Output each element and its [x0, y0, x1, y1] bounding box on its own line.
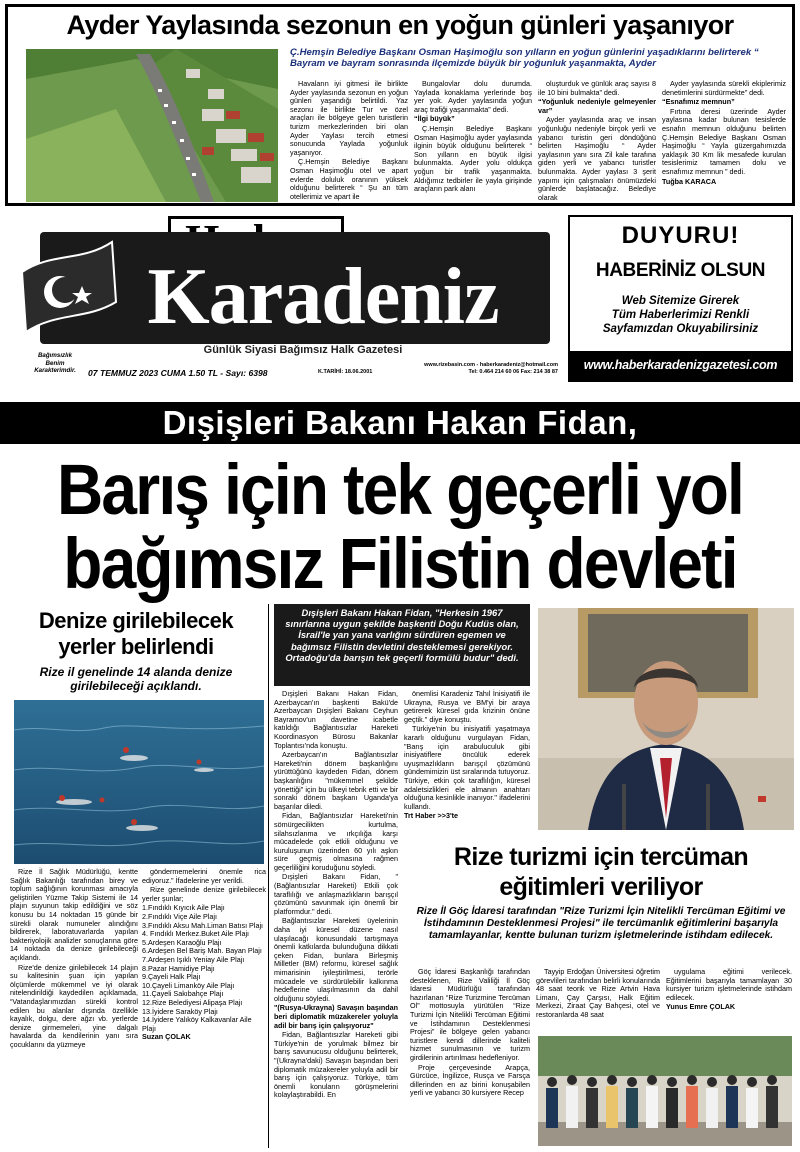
column-divider	[268, 604, 269, 1148]
top-story	[5, 4, 795, 206]
announcement-url[interactable]: www.haberkaradenizgazetesi.com	[583, 358, 778, 372]
list-item: 5.Ardeşen Karaoğlu Plajı	[142, 937, 222, 947]
tourism-story-lead: Rize İl Göç İdaresi tarafından "Rize Turizmi İçin Nitelikli Tercüman Eğitimi ve İstihdamının Desteklenmesi Projesi" ile tercümanlık eğitimlerini başarıyla tamamlayanlar, kentte bulunan turizm işletmelerinde istihdam edilecek.	[416, 906, 786, 942]
masthead	[0, 212, 560, 382]
masthead-contact-email[interactable]: www.rizebasin.com - haberkaradeniz@hotmail.com	[424, 362, 558, 368]
list-item: 8.Pazar Hamidiye Plajı	[142, 963, 215, 973]
top-story-headline: Ayder Yaylasında sezonun en yoğun günleri yaşanıyor	[66, 10, 734, 40]
minister-photo	[538, 608, 794, 830]
list-item: 1.Fındıklı Kıyıcık Aile Plajı	[142, 903, 225, 913]
list-item: 11.Çayeli Sakıbahçe Plajı	[142, 989, 224, 999]
masthead-contact: www.rizebasin.com - haberkaradeniz@hotmail.com Tel: 0.464 214 60 06 Fax: 214 38 87	[398, 362, 558, 376]
list-item: 14.İyidere Yalıköy Kalkavanlar Aile Plajı	[142, 1015, 252, 1033]
tourism-story-col-2: Tayyip Erdoğan Üniversitesi öğretim görevlileri tarafından belirli konularında 48 saat teorik ve Rize Artvin Hava Limanı, Çay Çarşısı, Halk Eğitim Merkezi, Ziraat Çay Bahçesi, otel ve restoranlarda 48 saat	[536, 967, 660, 1019]
masthead-subtitle: Günlük Siyasi Bağımsız Halk Gazetesi	[203, 344, 403, 356]
top-story-col-2: Bungalovlar dolu durumda. Yaylada konaklama yerlerinde boş yer yok. Ayder yaylasında yoğun araç trafiği yaşanmakta” dedi. “İlgi büyük” Ç.Hemşin Belediye Başkanı Osman Haşimoğlu ayder yaylasında ilginin büyük olduğunu belirterek “ Son yılların en büyük ilgisi bulunmakta. Ayder yolu oldukça yoğun bir trafik yaşanmakta. Aldığımız tedbirler ile yayla girişinde araçların park alanı	[414, 79, 532, 194]
list-item: 2.Fındıklı Viçe Aile Plajı	[142, 911, 217, 921]
top-story-col-1: Havaların iyi gitmesi ile birlikte Ayder yaylasında sezonun en yoğun günleri yaşandığı belirtildi. Yaz sezonu ile birlikte Tur ve özel araçları ile bölgeye gelen turistlerin turizm merkezlerinden biri olan Ayder Yaylası tercih etmesi sonucunda Yaylada yoğunluk yaşanıyor. Ç.Hemşin Belediye Başkanı Osman Haşimoğlu otel ve apart evlerde doluluk oranının yüksek olduğunu belirterek “ Şu an tüm otellerimiz ve apart ile	[290, 79, 408, 201]
beach-list	[142, 904, 266, 1033]
tourism-story-author: Yunus Emre ÇOLAK	[666, 1002, 736, 1012]
beach-story-col-1: Rize İl Sağlık Müdürlüğü, kentte Sağlık Bakanlığı tarafından birey ve toplum sağlığının korunması amacıyla geliştirilen Yüzme Takip Sistemi ile 14 plajın suyunun takip edildiğini ve söz konusu bu 14 noktadan 15 günde bir sürekli olarak numuneler alındığını bildirerek, laboratuvarlarda yapılan bakteriyolojik analizler sonuçlarına göre 14 noktada da denize girilebileceği açıklandı. Rize'de denize girilebilecek 14 plajın su kalitesinin şuan için yapılan ölçümlerde mükemmel ve iyi olarak nitelendirildiği kaydedilen açıklamada, “Vatandaşlarımızdan sürekli kontrol edilen bu alanlar dışında özellikle kayalık, dolgu, dere ağzı vb. yerlerde denize girmemeleri, yine dalgalı havalarda da kendilerinin yanı sıra çocuklarını da yüzmeye	[10, 867, 138, 1049]
announcement-title: DUYURU!	[621, 222, 740, 249]
beach-story-col-2: göndermemelerini önemle rica ediyoruz.” İfadelerine yer verildi. Rize genelinde denize girilebilecek yerler şunlar; 1.Fındıklı Kıyıcık Aile Plajı 2.Fındıklı Viçe Aile Plajı 3.Fındıklı Aksu Mah.Liman Batısı Plajı 4. Fındıklı Merkez.Buket Aile Plajı 5.Ardeşen Karaoğlu Plajı 6.Ardeşen Bel Bariş Mah. Bayan Plajı 7.Ardeşen Işıklı Yeniay Aile Plajı 8.Pazar Hamidiye Plajı 9.Çayeli Halk Plajı 10.Çayeli Limanköy Aile Plajı 11.Çayeli Sakıbahçe Plajı 12.Rize Belediyesi Alipaşa Plajı 13.İyidere Saraköy Plajı 14.İyidere Yalıköy Kalkavanlar Aile Plajı Suzan ÇOLAK	[142, 867, 266, 1042]
top-story-author: Tuğba KARACA	[662, 176, 717, 186]
main-headline-2: bağımsız Filistin devleti	[63, 523, 737, 604]
announcement-body: Web Sitemize Girerek Tüm Haberlerimizi Renkli Sayfamızdan Okuyabilirsiniz	[602, 295, 759, 335]
beach-story-lead: Rize il genelinde 14 alanda denize girilebileceği açıklandı.	[39, 665, 233, 693]
tourism-story-col-3: uygulama eğitimi verilecek. Eğitimlerini başarıyla tamamlayan 30 kursiyer turizm işletmelerinde istihdam edilecek. Yunus Emre ÇOLAK	[666, 967, 792, 1012]
list-item: 4. Fındıklı Merkez.Buket Aile Plajı	[142, 929, 250, 939]
main-story-source[interactable]: Trt Haber >>3'te	[404, 811, 459, 821]
masthead-slogan: Bağımsızlık Benim Karakterimdir.	[34, 352, 76, 374]
masthead-karadeniz: Karadeniz	[147, 253, 499, 341]
list-item: 12.Rize Belediyesi Alipaşa Plajı	[142, 997, 243, 1007]
list-item: 10.Çayeli Limanköy Aile Plajı	[142, 980, 235, 990]
announcement-subtitle: HABERİNİZ OLSUN	[595, 260, 766, 281]
tourism-story-col-1: Göç İdaresi Başkanlığı tarafından desteklenen, Rize Valiliği İl Göç İdaresi Müdürlüğü tarafından hazırlanan “Rize Turizmine Tercüman Ol” mottosuyla yürütülen “Rize Turizmi İçin Nitelikli Tercüman Eğitimi ve İstihdamının Desteklenmesi Projesi” ile bölgeye gelen yabancı turistlere kendi dillerinde kaliteli hizmet sunulmasının ve turizm girdilerinin artırılması hedefleniyor. Proje çerçevesinde Arapça, Gürcüce, İngilizce, Rusça ve Farsça dillerinden en az birini konuşabilen yerli ve yabancı 30 kursiyere Recep	[410, 967, 530, 1098]
announcement-box	[568, 215, 793, 382]
ayder-aerial-photo	[26, 49, 278, 202]
masthead-date-price: 07 TEMMUZ 2023 CUMA 1.50 TL - Sayı: 6398	[88, 368, 268, 378]
list-item: 13.İyidere Saraköy Plajı	[142, 1006, 218, 1016]
main-kicker: Dışişleri Bakanı Hakan Fidan,	[162, 404, 638, 441]
top-story-col-3: oluşturduk ve günlük araç sayısı 8 ile 10 bini bulmakta” dedi. “Yoğunluk nedeniyle gelmeyenler var” Ayder yaylasında araç ve insan yoğunluğu nedeniyle birçok yerli ve yabancı turistin geri döndüğünü belirten Haşimoğlu “ Ayder yaylasının yanı sıra Zil kale tarafına giden yerli ve yabancı turistler bulunmakta. Ayder yaylası 3 şerit yapımı için çalışmaları önümüzdeki günlerde başlatacağız. Belediye olarak	[538, 79, 656, 202]
tourism-story-headline: Rize turizmi için tercüman eğitimleri veriliyor	[453, 843, 749, 901]
main-story-col-2: önemlisi Karadeniz Tahıl İnisiyatifi ile Ukrayna, Rusya ve BM'yi bir araya getirerek küresel gıda krizinin önüne geçtik." diye konuştu. Türkiye'nin bu inisiyatifi yaşatmaya kararlı olduğunu vurgulayan Fidan, "Barış için arabuluculuk gibi inisiyatiflere öncülük ederek uyuşmazlıkların barışçıl çözümünü gündemimizin üst sıralarında tutuyoruz. Türkiye, etkin çok taraflılığın, küresel adaletsizlikleri ele almanın anahtarı olduğuna kesinlikle inanıyor." ifadelerini kullandı. Trt Haber >>3'te	[404, 689, 530, 821]
main-headline-1: Barış için tek geçerli yol	[57, 449, 743, 530]
list-item: 9.Çayeli Halk Plajı	[142, 972, 201, 982]
group-photo	[538, 1036, 792, 1146]
main-story-col-1: Dışişleri Bakanı Hakan Fidan, Azerbaycan'ın başkenti Bakü'de Azerbaycan Dışişleri Bakanı Ceyhun Bayramov'un davetine icabetle katıldığı Bağlantısızlar Hareketi Koordinasyon Bürosu Bakanlar Toplantısı'nda konuştu. Azerbaycan'ın Bağlantısızlar Hareketi'nin dönem başkanlığını yürüttüğünü kaydeden Fidan, dönem başkanlığını "mükemmel şekilde yönettiği" için bu ülkeyi tebrik etti ve bir sonraki dönem başkanı Uganda'ya başarılar diledi. Fidan, Bağlantısızlar Hareketi'nin sömürgecilikten kurtulma, silahsızlanma ve ırkçılığa karşı mücadelede çok etkili olduğunu ve kuruluşunun üzerinden 60 yılı aşkın süre geçmiş olmasına rağmen geçerliliğini koruduğunu söyledi. Dışişleri Bakanı Fidan, "(Bağlantısızlar Hareketi) Etkili çok taraflılığı ve anlaşmazlıkların barışçıl çözümünü savunmak için önemli bir platformdur." dedi. Bağlantısızlar Hareketi üyelerinin daha iyi küresel düzene nasıl ulaşılacağı konusundaki tartışmaya önemli katkılarda bulunduğuna dikkati çeken Fidan, bunlara Birleşmiş Milletler (BM) reformu, küresel sağlık mimarisinin iyileştirilmesi, terörle mücadele ve sürdürülebilir kalkınma hedeflerine ulaşılmasının da dahil olduğunu söyledi. "(Rusya-Ukrayna) Savaşın başından beri diplomatik müzakereler yoluyla adil bir barış için çalışıyoruz" Fidan, Bağlantısızlar Hareketi gibi Türkiye'nin de yorulmak bilmez bir barış savunucusu olduğunu belirterek, "(Ukrayna'daki) Savaşın başından beri diplomatik müzakereler yoluyla adil bir barış için çalışıyoruz. Türkiye, tüm önemli konuların görüşmelerini kolaylaştırabildi. En	[274, 689, 398, 1100]
top-story-col-4: Ayder yaylasında sürekli ekiplerimiz denetimlerini sürdürmekte” dedi. “Esnafımız memnun” Fırtına deresi üzerinde Ayder yaylasına kadar bulunan tesislerde esnafın memnun olduğunu belirten Ç.Hemşin Belediye Başkanı Osman Haşimoğlu “ Yayla güzergahımızda yaklaşık 30 Km lik mesafede kurulan tesislerimiz tamamen dolu ve esnafımız memnun ” dedi. Tuğba KARACA	[662, 79, 786, 186]
top-story-lead: Ç.Hemşin Belediye Başkanı Osman Haşimoğlu son yılların en yoğun günlerini yaşadıklarını belirterek “ Bayram ve bayram sonrasında ilçemizde büyük bir yoğunluk yaşanmakta, Ayder	[290, 47, 759, 69]
beach-story-author: Suzan ÇOLAK	[142, 1032, 191, 1042]
list-item: 3.Fındıklı Aksu Mah.Liman Batısı Plajı	[142, 920, 264, 930]
announcement-url-bar[interactable]	[570, 351, 791, 380]
masthead-founded: K.TARİHİ: 18.06.2001	[318, 369, 373, 375]
main-story-lead: Dışişleri Bakanı Hakan Fidan, "Herkesin 1967 sınırlarına uygun şekilde başkenti Doğu Kudüs olan, İsrail'le yan yana varlığını sürdüren egemen ve bağımsız Filistin devletini desteklemesi gerekiyor. Ortadoğu'da barışın tek geçerli formülü budur" dedi.	[285, 607, 519, 663]
list-item: 7.Ardeşen Işıklı Yeniay Aile Plajı	[142, 954, 245, 964]
list-item: 6.Ardeşen Bel Bariş Mah. Bayan Plajı	[142, 946, 262, 956]
swimmers-photo	[14, 700, 264, 864]
beach-story-headline: Denize girilebilecek yerler belirlendi	[38, 608, 234, 659]
